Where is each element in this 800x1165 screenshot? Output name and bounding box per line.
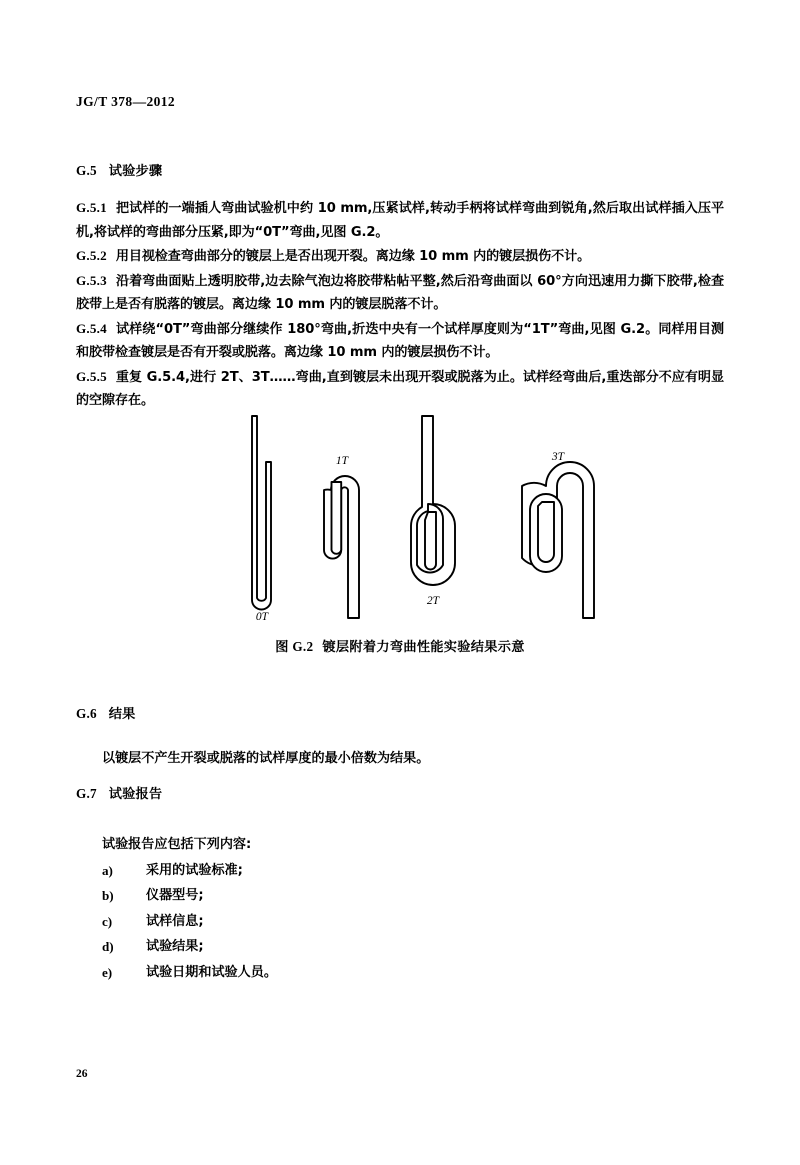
list-item bbox=[102, 960, 724, 986]
specimen-label-1t: 1T bbox=[335, 455, 349, 467]
standard-number-header: JG/T 378—2012 bbox=[76, 94, 176, 109]
paragraph-g5-1-label: G.5.1 bbox=[76, 200, 107, 215]
section-g5-body bbox=[76, 196, 724, 413]
section-g6-title: 结果 bbox=[108, 707, 136, 722]
list-item bbox=[102, 858, 724, 884]
section-g5-number: G.5 bbox=[76, 163, 97, 178]
list-item-label: 采用的试验标准; bbox=[146, 862, 243, 878]
paragraph-g5-1 bbox=[76, 196, 724, 244]
figure-g2-number: 图 G.2 bbox=[275, 639, 314, 654]
paragraph-g5-5-text: 重复 G.5.4,进行 2T、3T……弯曲,直到镀层未出现开裂或脱落为止。试样经弯曲后,重迭部分不应有明显的空隙存在。 bbox=[76, 369, 724, 408]
paragraph-g5-3-text: 沿着弯曲面贴上透明胶带,边去除气泡边将胶带粘帖平整,然后沿弯曲面以 60°方向迅速用力撕下胶带,检查胶带上是否有脱落的镀层。离边缘 10 mm 内的镀层脱落不计。 bbox=[76, 273, 724, 312]
list-item-marker: c) bbox=[102, 913, 113, 929]
paragraph-g5-4-text: 试样绕“0T”弯曲部分继续作 180°弯曲,折迭中央有一个试样厚度则为“1T”弯曲,见图 G.2。同样用目测和胶带检查镀层是否有开裂或脱落。离边缘 10 mm 内的镀层损伤不计。 bbox=[76, 321, 724, 360]
list-item-label: 试样信息; bbox=[146, 913, 204, 929]
list-item bbox=[102, 934, 724, 960]
paragraph-g5-3-label: G.5.3 bbox=[76, 272, 107, 288]
section-g5-title: 试验步骤 bbox=[108, 164, 163, 179]
section-g7-number: G.7 bbox=[76, 786, 97, 801]
paragraph-g5-3 bbox=[76, 269, 724, 317]
list-item-marker: d) bbox=[102, 939, 114, 954]
specimen-2t bbox=[411, 416, 455, 585]
section-g7-body bbox=[76, 833, 724, 985]
list-item bbox=[102, 909, 724, 935]
specimen-label-0t: 0T bbox=[255, 611, 269, 623]
section-g6-heading bbox=[76, 703, 724, 722]
section-g6-body bbox=[76, 747, 724, 771]
specimen-3t bbox=[522, 462, 594, 618]
paragraph-g6-body: 以镀层不产生开裂或脱落的试样厚度的最小倍数为结果。 bbox=[102, 751, 430, 766]
list-item-label: 仪器型号; bbox=[146, 888, 204, 903]
paragraph-g5-4 bbox=[76, 317, 724, 365]
list-item-marker: a) bbox=[102, 862, 113, 878]
list-item-label: 试验日期和试验人员。 bbox=[146, 964, 277, 980]
paragraph-g5-5 bbox=[76, 365, 724, 413]
specimen-label-3t: 3T bbox=[551, 451, 565, 463]
figure-g2-title: 镀层附着力弯曲性能实验结果示意 bbox=[322, 640, 525, 655]
section-g5-heading bbox=[76, 160, 724, 179]
list-item-label: 试验结果; bbox=[146, 939, 204, 954]
specimen-0t bbox=[252, 416, 271, 610]
specimen-label-2t: 2T bbox=[426, 595, 440, 607]
list-item-marker: e) bbox=[102, 964, 113, 980]
paragraph-g5-2-text: 用目视检查弯曲部分的镀层上是否出现开裂。离边缘 10 mm 内的镀层损伤不计。 bbox=[115, 249, 591, 264]
bend-test-specimens-diagram bbox=[76, 408, 724, 628]
paragraph-g5-5-label: G.5.5 bbox=[76, 368, 107, 384]
paragraph-g7-lead: 试验报告应包括下列内容: bbox=[102, 837, 252, 852]
specimen-1t bbox=[324, 476, 359, 618]
paragraph-g5-4-label: G.5.4 bbox=[76, 320, 107, 336]
section-g7-title: 试验报告 bbox=[108, 787, 163, 802]
figure-g2 bbox=[76, 408, 724, 668]
paragraph-g5-2 bbox=[76, 244, 724, 269]
figure-g2-caption bbox=[76, 636, 724, 655]
list-item-marker: b) bbox=[102, 888, 114, 903]
paragraph-g5-1-text: 把试样的一端插人弯曲试验机中约 10 mm,压紧试样,转动手柄将试样弯曲到锐角,然后取出试样插入压平机,将试样的弯曲部分压紧,即为“0T”弯曲,见图 G.2。 bbox=[76, 201, 724, 240]
list-item bbox=[102, 883, 724, 909]
paragraph-g5-2-label: G.5.2 bbox=[76, 248, 107, 263]
page-number: 26 bbox=[76, 1068, 88, 1080]
section-g7-heading bbox=[76, 783, 724, 802]
section-g6-number: G.6 bbox=[76, 706, 97, 721]
report-contents-list bbox=[76, 858, 724, 986]
